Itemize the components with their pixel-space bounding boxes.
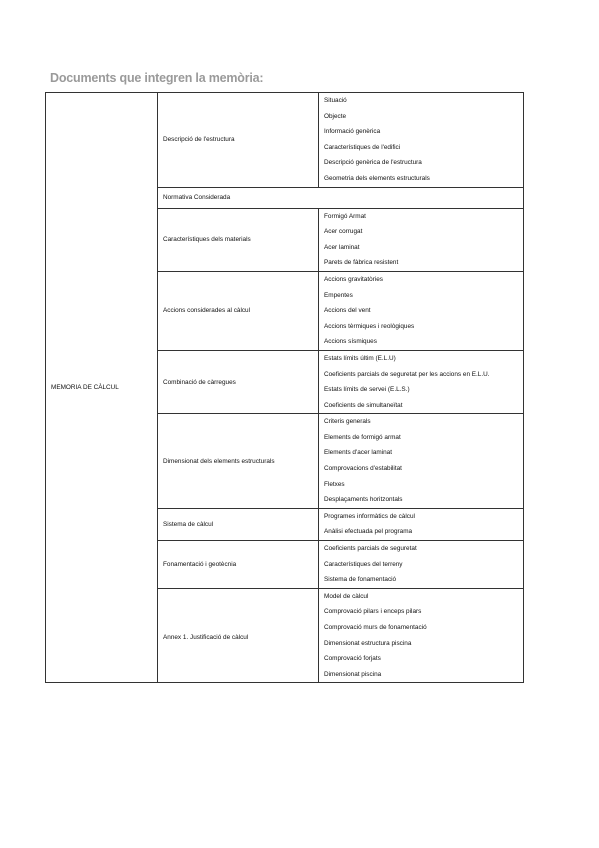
memoria-table	[45, 92, 524, 683]
section-item: Coeficients parcials de seguretat per les accions en E.L.U.	[324, 370, 490, 378]
section-item: Programes informàtics de càlcul	[324, 512, 415, 520]
section-item: Informació genèrica	[324, 128, 381, 136]
section-item: Situació	[324, 97, 347, 104]
section-item: Sistema de fonamentació	[324, 576, 397, 584]
section-item: Fletxes	[324, 480, 345, 488]
section-title: Característiques dels materials	[158, 208, 319, 271]
section-item: Criteris generals	[324, 418, 371, 426]
section-item: Acer laminat	[324, 243, 360, 251]
section-items	[319, 271, 524, 350]
section-item: Accions del vent	[324, 307, 371, 315]
section-items	[319, 93, 524, 188]
section-item: Estats límits de servei (E.L.S.)	[324, 386, 410, 394]
section-items	[319, 508, 524, 540]
section-item: Anàlisi efectuada pel programa	[324, 528, 413, 536]
section-item: Coeficients de simultaneïtat	[324, 401, 403, 409]
section-title: Sistema de càlcul	[158, 508, 319, 540]
section-item: Comprovació forjats	[324, 655, 381, 663]
section-items	[319, 350, 524, 413]
section-item: Desplaçaments horitzontals	[324, 496, 403, 504]
section-item: Comprovació murs de fonamentació	[324, 624, 427, 631]
section-item: Formigó Armat	[324, 212, 366, 220]
section-item: Elements de formigó armat	[324, 433, 401, 441]
section-item: Accions tèrmiques i reològiques	[324, 322, 415, 330]
section-row	[46, 93, 524, 188]
section-item: Elements d'acer laminat	[324, 449, 392, 457]
section-item: Acer corrugat	[324, 228, 363, 236]
section-title: Annex 1. Justificació de càlcul	[158, 588, 319, 683]
main-label: MEMORIA DE CÀLCUL	[46, 93, 158, 683]
section-item: Característiques de l'edifici	[324, 143, 401, 151]
section-item: Empentes	[324, 291, 353, 299]
section-item: Comprovacions d'estabilitat	[324, 465, 402, 473]
section-item: Accions sísmiques	[324, 338, 377, 346]
section-items	[319, 588, 524, 683]
section-item: Comprovació pilars i enceps pilars	[324, 608, 422, 616]
section-items	[319, 414, 524, 509]
section-title: Fonamentació i geotècnia	[158, 541, 319, 589]
section-item: Descripció genèrica de l'estructura	[324, 159, 422, 167]
section-items	[319, 541, 524, 589]
section-item: Model de càlcul	[324, 592, 369, 600]
section-item: Dimensionat estructura piscina	[324, 639, 412, 647]
section-title: Normativa Considerada	[158, 187, 524, 208]
section-title: Accions considerades al càlcul	[158, 271, 319, 350]
section-items	[319, 208, 524, 271]
section-title: Descripció de l'estructura	[158, 93, 319, 188]
section-title: Combinació de càrregues	[158, 350, 319, 413]
section-item: Geometria dels elements estructurals	[324, 174, 430, 182]
section-item: Coeficients parcials de seguretat	[324, 545, 417, 553]
page-heading: Documents que integren la memòria:	[50, 71, 264, 85]
section-item: Objecte	[324, 112, 347, 120]
section-item: Estats límits últim (E.L.U)	[324, 354, 396, 362]
section-item: Dimensionat piscina	[324, 670, 382, 678]
section-item: Accions gravitatòries	[324, 275, 383, 283]
section-item: Característiques del terreny	[324, 560, 403, 568]
section-title: Dimensionat dels elements estructurals	[158, 414, 319, 509]
section-item: Parets de fàbrica resistent	[324, 259, 399, 267]
